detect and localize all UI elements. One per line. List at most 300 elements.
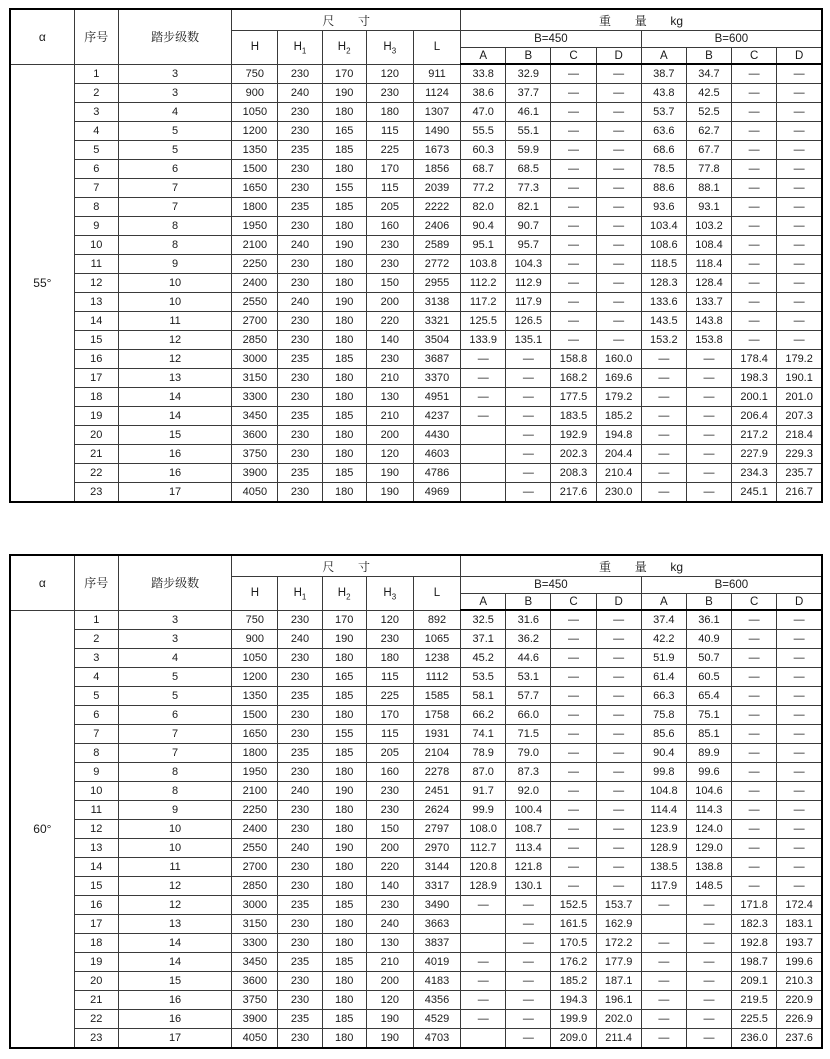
col-header-b600-B: B	[686, 594, 731, 611]
col-header-steps: 踏步级数	[118, 9, 231, 64]
table-cell: —	[551, 649, 596, 668]
table-cell: 99.8	[641, 763, 686, 782]
table-cell: 190	[322, 630, 366, 649]
table-cell: 130	[366, 388, 413, 407]
table-cell: 7	[74, 179, 118, 198]
table-row	[10, 763, 822, 782]
table-cell: 240	[366, 915, 413, 934]
table-cell: 240	[278, 84, 322, 103]
table-cell: 3000	[232, 896, 278, 915]
table-cell: 171.8	[732, 896, 777, 915]
table-cell: 121.8	[506, 858, 551, 877]
table-cell: 3900	[232, 1010, 278, 1029]
table-cell: 180	[322, 331, 366, 350]
table-cell: 180	[322, 274, 366, 293]
table-cell: 3300	[232, 934, 278, 953]
table-cell: 19	[74, 407, 118, 426]
table-cell: 3	[74, 103, 118, 122]
table-cell: —	[732, 801, 777, 820]
table-cell: —	[596, 877, 641, 896]
table-cell: 52.5	[686, 103, 731, 122]
table-cell: 50.7	[686, 649, 731, 668]
table-cell: 112.9	[506, 274, 551, 293]
table-cell: —	[461, 388, 506, 407]
table-cell: —	[506, 350, 551, 369]
table-cell	[461, 464, 506, 483]
table-cell: —	[732, 293, 777, 312]
table-cell: 1856	[413, 160, 460, 179]
table-cell: 225	[366, 687, 413, 706]
table-cell: —	[461, 369, 506, 388]
table-cell: 77.3	[506, 179, 551, 198]
table-cell: —	[777, 820, 822, 839]
table-cell: —	[732, 217, 777, 236]
table-cell: 10	[118, 839, 231, 858]
table-cell: 2589	[413, 236, 460, 255]
table-cell: 5	[118, 668, 231, 687]
table-cell: 108.7	[506, 820, 551, 839]
col-header-alpha: α	[10, 555, 74, 610]
table-cell: 66.2	[461, 706, 506, 725]
table-row	[10, 706, 822, 725]
table-cell: 209.0	[551, 1029, 596, 1049]
table-cell: 14	[118, 407, 231, 426]
table-cell: 230	[278, 1029, 322, 1049]
table-cell: 17	[118, 483, 231, 503]
table-cell: 11	[118, 312, 231, 331]
table-cell: 220.9	[777, 991, 822, 1010]
table-cell: 3900	[232, 464, 278, 483]
col-header-H2: $H_2$	[322, 31, 366, 65]
table-cell: 1350	[232, 687, 278, 706]
table-cell: 1200	[232, 668, 278, 687]
table-cell: 2700	[232, 858, 278, 877]
table-cell: 226.9	[777, 1010, 822, 1029]
table-cell: 14	[74, 312, 118, 331]
table-cell: —	[686, 953, 731, 972]
table-cell: 31.6	[506, 610, 551, 630]
table-cell: 172.2	[596, 934, 641, 953]
table-cell: 1650	[232, 725, 278, 744]
table-cell: 120.8	[461, 858, 506, 877]
table-cell: 1500	[232, 160, 278, 179]
table-cell: —	[551, 610, 596, 630]
table-cell: —	[506, 483, 551, 503]
table-cell: 11	[74, 255, 118, 274]
table-cell: 207.3	[777, 407, 822, 426]
table-cell: —	[506, 991, 551, 1010]
table-cell: 180	[322, 255, 366, 274]
col-header-H2: $H_2$	[322, 577, 366, 611]
table-cell: —	[551, 179, 596, 198]
table-cell: —	[596, 744, 641, 763]
col-header-b450-C: C	[551, 48, 596, 65]
table-cell: 62.7	[686, 122, 731, 141]
table-cell: 220	[366, 312, 413, 331]
table-row	[10, 991, 822, 1010]
table-cell: —	[777, 179, 822, 198]
table-cell: 3317	[413, 877, 460, 896]
table-cell: 8	[118, 236, 231, 255]
table-row	[10, 407, 822, 426]
table-cell: 1950	[232, 763, 278, 782]
table-cell: 2100	[232, 236, 278, 255]
table-cell: 200	[366, 839, 413, 858]
table-cell: —	[596, 293, 641, 312]
table-cell: —	[777, 801, 822, 820]
table-cell: 2850	[232, 331, 278, 350]
table-cell: 2100	[232, 782, 278, 801]
table-cell: 77.2	[461, 179, 506, 198]
table-cell: —	[551, 236, 596, 255]
table-cell: 128.4	[686, 274, 731, 293]
table-row	[10, 236, 822, 255]
table-cell: —	[777, 782, 822, 801]
table-cell: 230	[278, 483, 322, 503]
table-cell: 124.0	[686, 820, 731, 839]
table-cell: 4969	[413, 483, 460, 503]
table-cell: 176.2	[551, 953, 596, 972]
table-row	[10, 426, 822, 445]
table-cell: —	[461, 1010, 506, 1029]
table-cell: —	[551, 858, 596, 877]
table-cell: 160.0	[596, 350, 641, 369]
table-row	[10, 896, 822, 915]
table-cell: 13	[74, 839, 118, 858]
table-cell: —	[596, 274, 641, 293]
table-cell: 63.6	[641, 122, 686, 141]
table-cell: 1800	[232, 744, 278, 763]
table-cell: 1950	[232, 217, 278, 236]
table-row	[10, 687, 822, 706]
table-cell: 180	[322, 103, 366, 122]
table-cell: 161.5	[551, 915, 596, 934]
table-cell: 1490	[413, 122, 460, 141]
table-cell: 190	[322, 84, 366, 103]
table-cell: 225	[366, 141, 413, 160]
col-group-weight: 重 量 kg	[461, 9, 822, 31]
table-cell: 230	[278, 255, 322, 274]
table-cell: 180	[366, 103, 413, 122]
table-cell: —	[686, 915, 731, 934]
table-cell: —	[777, 839, 822, 858]
table-cell: —	[551, 217, 596, 236]
table-cell: —	[777, 64, 822, 84]
col-header-b600-B: B	[686, 48, 731, 65]
table-cell: 160	[366, 217, 413, 236]
table-cell: 61.4	[641, 668, 686, 687]
table-cell: 93.6	[641, 198, 686, 217]
table-cell: 178.4	[732, 350, 777, 369]
table-cell: —	[461, 350, 506, 369]
table-row	[10, 122, 822, 141]
table-row	[10, 744, 822, 763]
table-cell: 11	[118, 858, 231, 877]
table-cell: 7	[118, 179, 231, 198]
table-cell: 20	[74, 972, 118, 991]
table-cell: —	[596, 103, 641, 122]
table-cell: —	[732, 687, 777, 706]
table-cell: 16	[118, 445, 231, 464]
table-cell: —	[641, 953, 686, 972]
table-cell: 14	[118, 953, 231, 972]
table-cell: 4	[74, 122, 118, 141]
table-cell: 202.3	[551, 445, 596, 464]
table-cell: 1200	[232, 122, 278, 141]
table-row	[10, 782, 822, 801]
table-cell: 219.5	[732, 991, 777, 1010]
spec-table-block-60deg	[9, 554, 823, 1049]
table-cell: 68.7	[461, 160, 506, 179]
table-cell: —	[777, 312, 822, 331]
table-body	[10, 64, 822, 502]
table-cell: 230	[278, 610, 322, 630]
table-cell: —	[732, 725, 777, 744]
table-cell: 93.1	[686, 198, 731, 217]
table-body	[10, 610, 822, 1048]
table-cell: 12	[118, 877, 231, 896]
table-cell: 128.9	[461, 877, 506, 896]
table-cell: 40.9	[686, 630, 731, 649]
col-group-dimensions: 尺 寸	[232, 9, 461, 31]
table-cell: 10	[118, 820, 231, 839]
table-row	[10, 274, 822, 293]
table-cell: 16	[118, 1010, 231, 1029]
table-cell: —	[551, 820, 596, 839]
table-cell: 6	[74, 160, 118, 179]
table-cell: —	[777, 725, 822, 744]
col-header-b450-C: C	[551, 594, 596, 611]
table-cell: —	[732, 141, 777, 160]
table-cell: 170.5	[551, 934, 596, 953]
table-cell: 12	[74, 820, 118, 839]
table-cell: 2970	[413, 839, 460, 858]
table-cell: —	[551, 103, 596, 122]
table-cell: 220	[366, 858, 413, 877]
table-row	[10, 103, 822, 122]
table-cell: 117.9	[641, 877, 686, 896]
table-row	[10, 820, 822, 839]
table-cell: 42.5	[686, 84, 731, 103]
table-cell	[461, 1029, 506, 1049]
table-cell: —	[777, 217, 822, 236]
col-header-alpha: α	[10, 9, 74, 64]
table-cell: 90.4	[461, 217, 506, 236]
table-cell: 113.4	[506, 839, 551, 858]
table-row	[10, 445, 822, 464]
table-cell: 185	[322, 953, 366, 972]
table-cell: 82.0	[461, 198, 506, 217]
table-header	[10, 9, 822, 64]
table-cell: —	[732, 198, 777, 217]
table-cell: —	[596, 649, 641, 668]
table-cell: 180	[322, 858, 366, 877]
table-cell: —	[732, 610, 777, 630]
table-cell: 204.4	[596, 445, 641, 464]
table-cell: 12	[118, 896, 231, 915]
table-cell: 200	[366, 972, 413, 991]
table-cell: 235	[278, 896, 322, 915]
table-row	[10, 293, 822, 312]
table-row	[10, 649, 822, 668]
table-cell: —	[686, 388, 731, 407]
table-cell: —	[506, 915, 551, 934]
table-cell: 183.5	[551, 407, 596, 426]
table-cell: —	[732, 763, 777, 782]
table-cell: 180	[322, 1029, 366, 1049]
col-header-L: L	[413, 31, 460, 65]
table-cell: 2850	[232, 877, 278, 896]
table-cell: —	[596, 820, 641, 839]
table-cell: 1050	[232, 649, 278, 668]
table-cell: 85.1	[686, 725, 731, 744]
table-cell: 9	[118, 801, 231, 820]
table-cell: —	[506, 896, 551, 915]
table-cell: 1	[74, 64, 118, 84]
table-cell: —	[641, 896, 686, 915]
table-cell: 22	[74, 464, 118, 483]
table-cell: 170	[322, 610, 366, 630]
table-cell: 209.1	[732, 972, 777, 991]
table-cell: 45.2	[461, 649, 506, 668]
table-cell: 198.7	[732, 953, 777, 972]
table-cell: —	[641, 1010, 686, 1029]
table-cell: 13	[74, 293, 118, 312]
table-cell: 230	[278, 763, 322, 782]
table-cell: 3150	[232, 915, 278, 934]
table-cell: 170	[322, 64, 366, 84]
table-cell: 60.3	[461, 141, 506, 160]
table-cell: 230	[278, 820, 322, 839]
table-cell: —	[551, 877, 596, 896]
table-cell: —	[551, 293, 596, 312]
table-cell: 235	[278, 198, 322, 217]
table-cell: 230	[366, 630, 413, 649]
table-cell: 8	[74, 744, 118, 763]
table-cell: 185	[322, 687, 366, 706]
table-cell: 185	[322, 744, 366, 763]
table-cell: 89.9	[686, 744, 731, 763]
table-cell: 14	[118, 388, 231, 407]
table-cell: 135.1	[506, 331, 551, 350]
table-row	[10, 610, 822, 630]
table-cell: 120	[366, 991, 413, 1010]
table-row	[10, 972, 822, 991]
table-cell: 12	[74, 274, 118, 293]
table-cell: —	[551, 312, 596, 331]
col-header-H1: $H_1$	[278, 577, 322, 611]
table-cell: —	[777, 877, 822, 896]
table-cell: 194.3	[551, 991, 596, 1010]
table-cell: —	[686, 407, 731, 426]
table-cell: 169.6	[596, 369, 641, 388]
table-cell: 4050	[232, 483, 278, 503]
table-row	[10, 1029, 822, 1049]
table-cell: 185	[322, 407, 366, 426]
table-cell: 15	[118, 426, 231, 445]
table-cell: 104.8	[641, 782, 686, 801]
table-cell: —	[596, 64, 641, 84]
table-cell: 3600	[232, 972, 278, 991]
table-row	[10, 369, 822, 388]
table-cell: 68.6	[641, 141, 686, 160]
table-cell: 180	[322, 801, 366, 820]
table-cell: 32.5	[461, 610, 506, 630]
table-cell: 3144	[413, 858, 460, 877]
table-cell: 103.4	[641, 217, 686, 236]
table-cell: 2550	[232, 839, 278, 858]
table-cell: 185.2	[596, 407, 641, 426]
table-cell: 2624	[413, 801, 460, 820]
table-cell: 4951	[413, 388, 460, 407]
table-cell: 57.7	[506, 687, 551, 706]
table-cell: 225.5	[732, 1010, 777, 1029]
table-cell: 230	[366, 255, 413, 274]
table-cell: —	[732, 236, 777, 255]
table-cell: —	[506, 388, 551, 407]
spec-table-60deg	[9, 554, 823, 1049]
table-cell: 1124	[413, 84, 460, 103]
table-cell: —	[777, 687, 822, 706]
table-cell: 179.2	[777, 350, 822, 369]
table-cell: 55.1	[506, 122, 551, 141]
table-cell: —	[777, 706, 822, 725]
table-cell: 180	[322, 388, 366, 407]
table-cell: 85.6	[641, 725, 686, 744]
table-cell: 1673	[413, 141, 460, 160]
table-cell: 2222	[413, 198, 460, 217]
table-row	[10, 198, 822, 217]
table-cell: 185.2	[551, 972, 596, 991]
table-cell: 180	[366, 649, 413, 668]
table-cell: 10	[118, 293, 231, 312]
table-cell: —	[596, 668, 641, 687]
table-cell: 911	[413, 64, 460, 84]
table-cell: 21	[74, 445, 118, 464]
table-cell: —	[506, 369, 551, 388]
table-cell: 33.8	[461, 64, 506, 84]
col-header-L: L	[413, 577, 460, 611]
table-cell: 5	[118, 141, 231, 160]
table-cell: 13	[118, 915, 231, 934]
table-cell: —	[551, 141, 596, 160]
table-cell: 16	[74, 896, 118, 915]
table-cell: —	[777, 255, 822, 274]
table-header	[10, 555, 822, 610]
table-cell: —	[777, 668, 822, 687]
alpha-value: 55°	[10, 64, 74, 502]
table-cell: 78.5	[641, 160, 686, 179]
table-cell: 170	[366, 706, 413, 725]
table-cell: 245.1	[732, 483, 777, 503]
table-cell: 59.9	[506, 141, 551, 160]
table-cell: 8	[118, 782, 231, 801]
table-cell: 3	[118, 64, 231, 84]
table-cell: 230	[278, 369, 322, 388]
table-cell: —	[596, 706, 641, 725]
table-cell: —	[641, 972, 686, 991]
table-cell: —	[732, 255, 777, 274]
table-cell: —	[506, 445, 551, 464]
table-row	[10, 64, 822, 84]
table-cell: —	[686, 369, 731, 388]
table-cell: —	[732, 630, 777, 649]
table-cell: 3600	[232, 426, 278, 445]
table-cell: 210	[366, 953, 413, 972]
table-cell: 183.1	[777, 915, 822, 934]
table-row	[10, 877, 822, 896]
table-cell: —	[596, 312, 641, 331]
